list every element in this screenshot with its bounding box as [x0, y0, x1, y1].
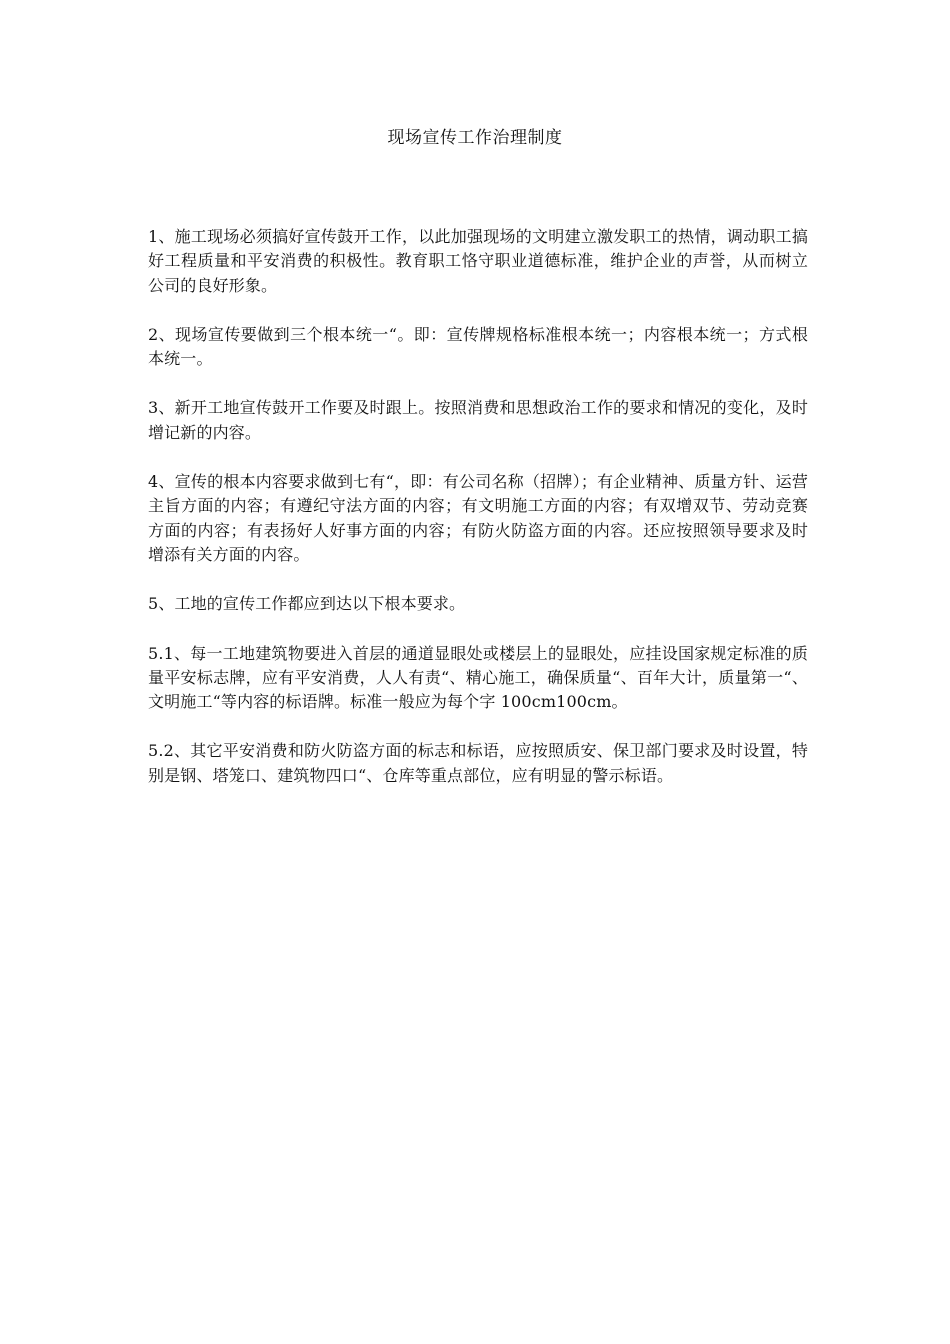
document-title: 现场宣传工作治理制度 [387, 128, 563, 148]
paragraph-3: 3、新开工地宣传鼓开工作要及时跟上。按照消费和思想政治工作的要求和情况的变化，及时增记新的内容。 [148, 398, 808, 442]
paragraph-1: 1、施工现场必须搞好宣传鼓开工作，以此加强现场的文明建立激发职工的热情，调动职工搞好工程质量和平安消费的积极性。教育职工恪守职业道德标准，维护企业的声誉，从而树立公司的良好形象。 [148, 227, 808, 295]
paragraph-4: 4、宣传的根本内容要求做到七有“，即：有公司名称（招牌）；有企业精神、质量方针、运营主旨方面的内容；有遵纪守法方面的内容；有文明施工方面的内容；有双增双节、劳动竞赛方面的内容；有表扬好人好事方面的内容；有防火防盗方面的内容。还应按照领导要求及时增添有关方面的内容。 [148, 472, 808, 564]
paragraph-2: 2、现场宣传要做到三个根本统一“。即：宣传牌规格标准根本统一；内容根本统一；方式根本统一。 [148, 324, 808, 369]
paragraph-5: 5、工地的宣传工作都应到达以下根本要求。 [148, 594, 466, 614]
paragraph-5-2: 5.2、其它平安消费和防火防盗方面的标志和标语，应按照质安、保卫部门要求及时设置，特别是钢、塔笼口、建筑物四口“、仓库等重点部位，应有明显的警示标语。 [148, 741, 808, 785]
document-body [148, 225, 808, 813]
paragraph-5-1: 5.1、每一工地建筑物要进入首层的通道显眼处或楼层上的显眼处，应挂设国家规定标准的质量平安标志牌，应有平安消费，人人有责“、精心施工，确保质量“、百年大计，质量第一“、文明施工“等内容的标语牌。标准一般应为每个字 100cm100cm。 [148, 643, 808, 712]
